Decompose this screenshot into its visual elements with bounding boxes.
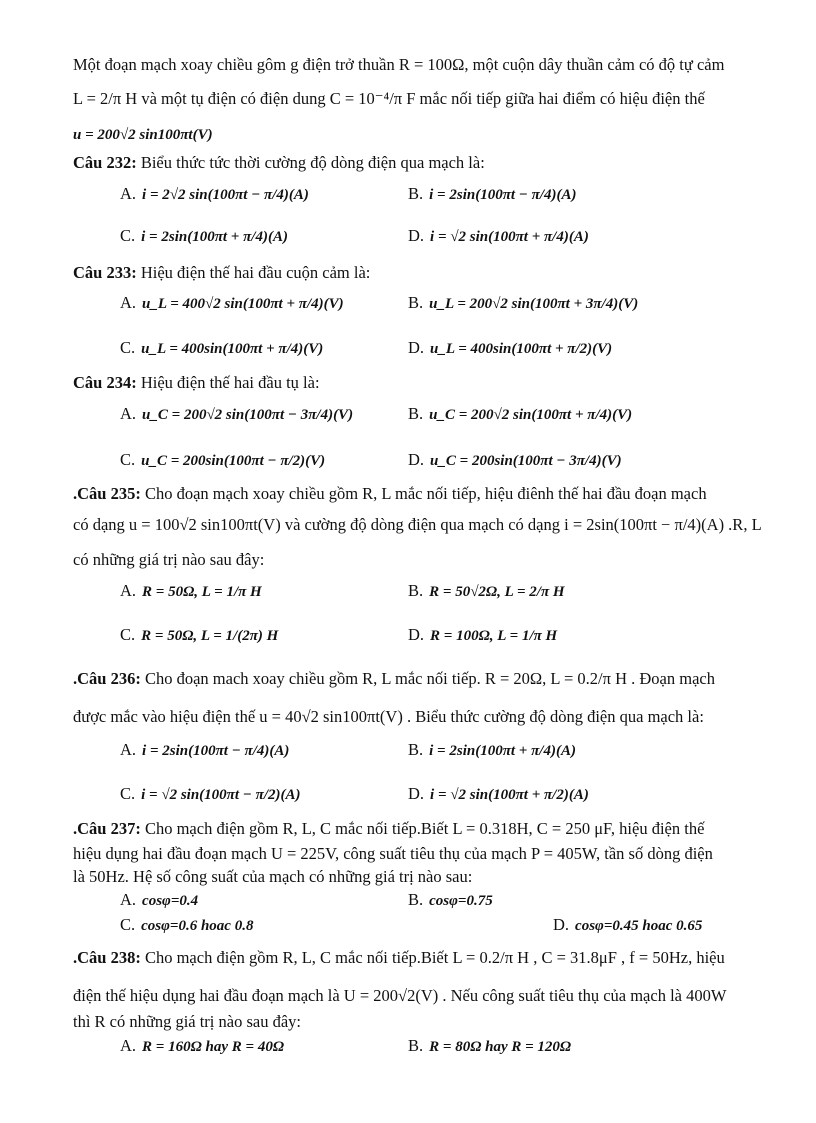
question-237 (73, 818, 796, 840)
option-formula: R = 100Ω, L = 1/π H (430, 628, 558, 644)
option-formula: u_L = 400√2 sin(100πt + π/4)(V) (142, 296, 344, 312)
option-b (408, 889, 493, 912)
option-formula: cosφ=0.4 (142, 893, 199, 909)
option-formula: i = 2√2 sin(100πt − π/4)(A) (142, 187, 309, 203)
option-b (408, 292, 638, 315)
question-text-line: có những giá trị nào sau đây: (73, 550, 265, 569)
question-233 (73, 262, 796, 284)
option-letter: A. (120, 890, 137, 909)
option-formula: R = 50√2Ω, L = 2/π H (429, 584, 565, 600)
option-letter: B. (408, 1036, 424, 1055)
option-letter: B. (408, 184, 424, 203)
option-formula: i = 2sin(100πt − π/4)(A) (429, 187, 577, 203)
option-c (120, 449, 325, 472)
question-number: .Câu 238: (73, 948, 141, 967)
option-formula: u_L = 200√2 sin(100πt + 3π/4)(V) (429, 296, 639, 312)
option-a (120, 739, 289, 762)
question-text-line: điện thế hiệu dụng hai đầu đoạn mạch là U = 200√2(V) . Nếu công suất tiêu thụ của mạch là 400W (73, 986, 727, 1005)
intro-line-1: Một đoạn mạch xoay chiều gôm g điện trở thuần R = 100Ω, một cuộn dây thuần cảm có độ tự cảm (73, 55, 725, 74)
question-text-line: có dạng u = 100√2 sin100πt(V) và cường độ dòng điện qua mạch có dạng i = 2sin(100πt − π/4)(A) .R, L (73, 515, 762, 534)
option-letter: C. (120, 625, 136, 644)
option-letter: A. (120, 404, 137, 423)
question-text: Cho mạch điện gồm R, L, C mắc nối tiếp.Biết L = 0.318H, C = 250 μF, hiệu điện thế (144, 819, 705, 838)
option-b (408, 580, 565, 603)
option-a (120, 580, 262, 603)
question-text-line: được mắc vào hiệu điện thế u = 40√2 sin100πt(V) . Biểu thức cường độ dòng điện qua mạch là: (73, 707, 704, 726)
option-letter: A. (120, 184, 137, 203)
option-formula: cosφ=0.75 (429, 893, 493, 909)
question-text-line: thì R có những giá trị nào sau đây: (73, 1012, 301, 1031)
option-a (120, 292, 344, 315)
option-c (120, 225, 288, 248)
question-number: Câu 234: (73, 373, 137, 392)
option-a (120, 1035, 284, 1058)
option-a (120, 403, 353, 426)
question-235 (73, 483, 796, 505)
option-letter: C. (120, 338, 136, 357)
option-formula: u_C = 200sin(100πt − 3π/4)(V) (430, 453, 622, 469)
option-d (408, 624, 557, 647)
option-letter: C. (120, 784, 136, 803)
option-d (408, 337, 612, 360)
option-d (408, 783, 589, 806)
option-letter: D. (553, 915, 570, 934)
option-formula: R = 80Ω hay R = 120Ω (429, 1039, 572, 1055)
question-number: .Câu 235: (73, 484, 141, 503)
option-a (120, 183, 309, 206)
option-formula: R = 160Ω hay R = 40Ω (142, 1039, 285, 1055)
option-formula: u_L = 400sin(100πt + π/2)(V) (430, 341, 613, 357)
option-formula: i = √2 sin(100πt − π/2)(A) (141, 787, 301, 803)
option-letter: C. (120, 226, 136, 245)
option-letter: D. (408, 226, 425, 245)
intro-line-2: L = 2/π H và một tụ điện có điện dung C = 10⁻⁴/π F mắc nối tiếp giữa hai điểm có hiệu điện thế (73, 89, 705, 108)
option-formula: i = √2 sin(100πt + π/4)(A) (430, 229, 589, 245)
option-letter: D. (408, 784, 425, 803)
question-text: Cho đoạn mach xoay chiều gồm R, L mắc nối tiếp. R = 20Ω, L = 0.2/π H . Đoạn mạch (144, 669, 715, 688)
option-formula: u_C = 200√2 sin(100πt + π/4)(V) (429, 407, 633, 423)
question-text: Hiệu điện thế hai đầu tụ là: (140, 373, 320, 392)
question-238 (73, 947, 796, 969)
option-b (408, 183, 577, 206)
option-letter: D. (408, 338, 425, 357)
question-text-line: hiệu dụng hai đầu đoạn mạch U = 225V, công suất tiêu thụ của mạch P = 405W, tần số dòng điện (73, 844, 713, 863)
option-formula: R = 50Ω, L = 1/π H (142, 584, 262, 600)
option-letter: D. (408, 450, 425, 469)
option-letter: B. (408, 740, 424, 759)
option-formula: i = 2sin(100πt + π/4)(A) (141, 229, 288, 245)
option-b (408, 739, 576, 762)
question-number: Câu 232: (73, 153, 137, 172)
option-formula: u_C = 200√2 sin(100πt − 3π/4)(V) (142, 407, 354, 423)
option-formula: cosφ=0.6 hoac 0.8 (141, 918, 254, 934)
option-letter: C. (120, 915, 136, 934)
option-letter: A. (120, 581, 137, 600)
question-text: Hiệu điện thế hai đầu cuộn cảm là: (140, 263, 371, 282)
option-letter: B. (408, 581, 424, 600)
question-text: Cho mạch điện gồm R, L, C mắc nối tiếp.Biết L = 0.2/π H , C = 31.8μF , f = 50Hz, hiệu (144, 948, 725, 967)
option-letter: B. (408, 404, 424, 423)
question-text: Cho đoạn mạch xoay chiều gồm R, L mắc nối tiếp, hiệu điênh thế hai đầu đoạn mạch (144, 484, 707, 503)
option-formula: R = 50Ω, L = 1/(2π) H (141, 628, 279, 644)
question-text: Biểu thức tức thời cường độ dòng điện qua mạch là: (140, 153, 485, 172)
option-letter: B. (408, 890, 424, 909)
option-letter: A. (120, 293, 137, 312)
option-formula: cosφ=0.45 hoac 0.65 (575, 918, 703, 934)
option-letter: A. (120, 1036, 137, 1055)
question-text-line: là 50Hz. Hệ số công suất của mạch có những giá trị nào sau: (73, 867, 473, 886)
option-formula: i = √2 sin(100πt + π/2)(A) (430, 787, 589, 803)
option-d (553, 914, 702, 937)
question-number: Câu 233: (73, 263, 137, 282)
option-d (408, 449, 622, 472)
option-formula: u_C = 200sin(100πt − π/2)(V) (141, 453, 326, 469)
question-236 (73, 668, 796, 690)
option-d (408, 225, 589, 248)
question-number: .Câu 236: (73, 669, 141, 688)
option-c (120, 914, 253, 937)
option-b (408, 1035, 571, 1058)
option-letter: C. (120, 450, 136, 469)
question-number: .Câu 237: (73, 819, 141, 838)
option-c (120, 783, 300, 806)
option-b (408, 403, 632, 426)
option-letter: B. (408, 293, 424, 312)
option-formula: i = 2sin(100πt + π/4)(A) (429, 743, 576, 759)
option-letter: A. (120, 740, 137, 759)
question-234 (73, 372, 796, 394)
option-c (120, 624, 278, 647)
option-formula: u_L = 400sin(100πt + π/4)(V) (141, 341, 324, 357)
option-formula: i = 2sin(100πt − π/4)(A) (142, 743, 290, 759)
question-232 (73, 152, 796, 174)
option-a (120, 889, 198, 912)
option-c (120, 337, 323, 360)
option-letter: D. (408, 625, 425, 644)
intro-line-3: u = 200√2 sin100πt(V) (73, 127, 213, 143)
